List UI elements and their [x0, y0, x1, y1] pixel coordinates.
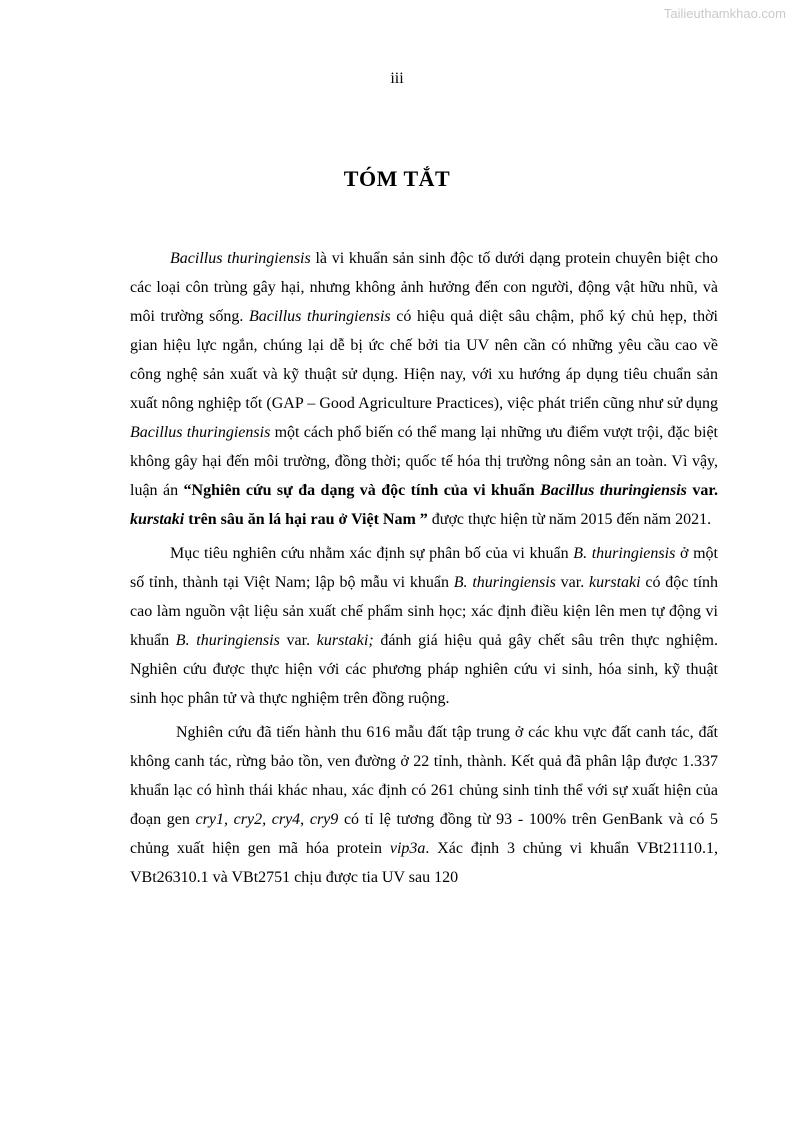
- text-span: Bacillus thuringiensis: [248, 308, 391, 325]
- text-span: có độc tính cao làm nguồn vật liệu sản xuất chế phẩm sinh học; xác định điều kiện lên men tự động vi khuẩn: [130, 574, 719, 649]
- text-span: ở một số tỉnh, thành tại Việt Nam; lập bộ mẫu vi khuẩn: [130, 545, 719, 591]
- thesis-title-span: “Nghiên cứu sự đa dạng và độc tính của vi khuẩn: [183, 482, 541, 499]
- text-span: đánh giá hiệu quả gây chết sâu trên thực nghiệm. Nghiên cứu được thực hiện với các phương pháp nghiên cứu vi sinh, hóa sinh, kỹ thuật sinh học phân tử và thực nghiệm trên đồng ruộng.: [130, 632, 718, 707]
- text-span: vip3a: [389, 840, 426, 857]
- text-span: var.: [555, 574, 590, 591]
- text-span: cry1, cry2, cry4: [195, 811, 301, 828]
- text-span: var.: [279, 632, 317, 649]
- text-span: Nghiên cứu đã tiến hành thu 616 mẫu đất tập trung ở các khu vực đất canh tác, đất không canh tác, rừng bảo tồn, ven đường ở 22 tỉnh, thành. Kết quả đã phân lập được 1.337 khuẩn lạc có hình thái khác nhau: [130, 724, 718, 799]
- text-span: có tỉ lệ tương đồng từ 93 - 100% trên GenBank và có 5 chủng xuất hiện gen mã hóa protein: [130, 811, 719, 857]
- text-span: có hiệu quả diệt sâu chậm, phổ ký chủ hẹp, thời gian hiệu lực ngắn, chúng lại dễ bị ức chế bởi tia UV nên cần có những yêu cầu cao về công nghệ sản xuất và kỹ thuật sử dụng. Hiện nay, với xu hướng áp dụng tiêu chuẩn sản xuất nông nghiệp tốt (GAP – Good Agriculture Practices), việc phát triển cũng như sử dụng: [130, 308, 719, 412]
- text-span: . Xác định 3 chủng vi khuẩn VBt21110.1, VBt26310.1 và VBt2751 chịu được tia UV sau 120: [130, 840, 719, 886]
- text-span: Bacillus thuringiensis: [130, 424, 271, 441]
- text-span: B. thuringiensis: [573, 545, 676, 562]
- abstract-body: [130, 244, 718, 897]
- page-number: iii: [390, 70, 404, 87]
- thesis-title-span: kurstaki: [130, 511, 185, 528]
- thesis-title-span: Bacillus thuringiensis: [540, 482, 687, 499]
- paragraph-2: [130, 539, 718, 713]
- text-span: được thực hiện từ năm 2015 đến năm 2021.: [427, 511, 712, 528]
- text-span: cry9: [309, 811, 339, 828]
- text-span: kurstaki;: [316, 632, 374, 649]
- text-span: ,: [300, 811, 310, 828]
- text-span: kurstaki: [589, 574, 641, 591]
- watermark: Tailieuthamkhao.com: [663, 6, 786, 21]
- text-span: Bacillus thuringiensis: [170, 250, 311, 267]
- text-span: xác định có 261 chủng sinh tinh thể với sự xuất hiện của đoạn gen: [130, 782, 719, 828]
- paragraph-3: [130, 718, 718, 892]
- thesis-title-span: trên sâu ăn lá hại rau ở Việt Nam ”: [184, 511, 428, 528]
- text-span: B. thuringiensis: [453, 574, 556, 591]
- text-span: B. thuringiensis: [175, 632, 280, 649]
- text-span: Mục tiêu nghiên cứu nhằm xác định sự phân bố của vi khuẩn: [170, 545, 574, 562]
- thesis-title-span: var.: [686, 482, 718, 499]
- text-span: là vi khuẩn sản sinh độc tố dưới dạng protein chuyên biệt cho các loại côn trùng gây hại, nhưng không ảnh hưởng đến con người, động vật hữu nhũ, và môi trường sống.: [130, 250, 718, 325]
- text-span: ,: [343, 782, 348, 799]
- text-span: một cách phổ biến có thể mang lại những ưu điểm vượt trội, đặc biệt không gây hại đến môi trường, đồng thời; quốc tế hóa thị trường nông sản an toàn. Vì vậy, luận án: [130, 424, 718, 499]
- page-title: TÓM TẮT: [343, 166, 451, 191]
- paragraph-1: [130, 244, 718, 534]
